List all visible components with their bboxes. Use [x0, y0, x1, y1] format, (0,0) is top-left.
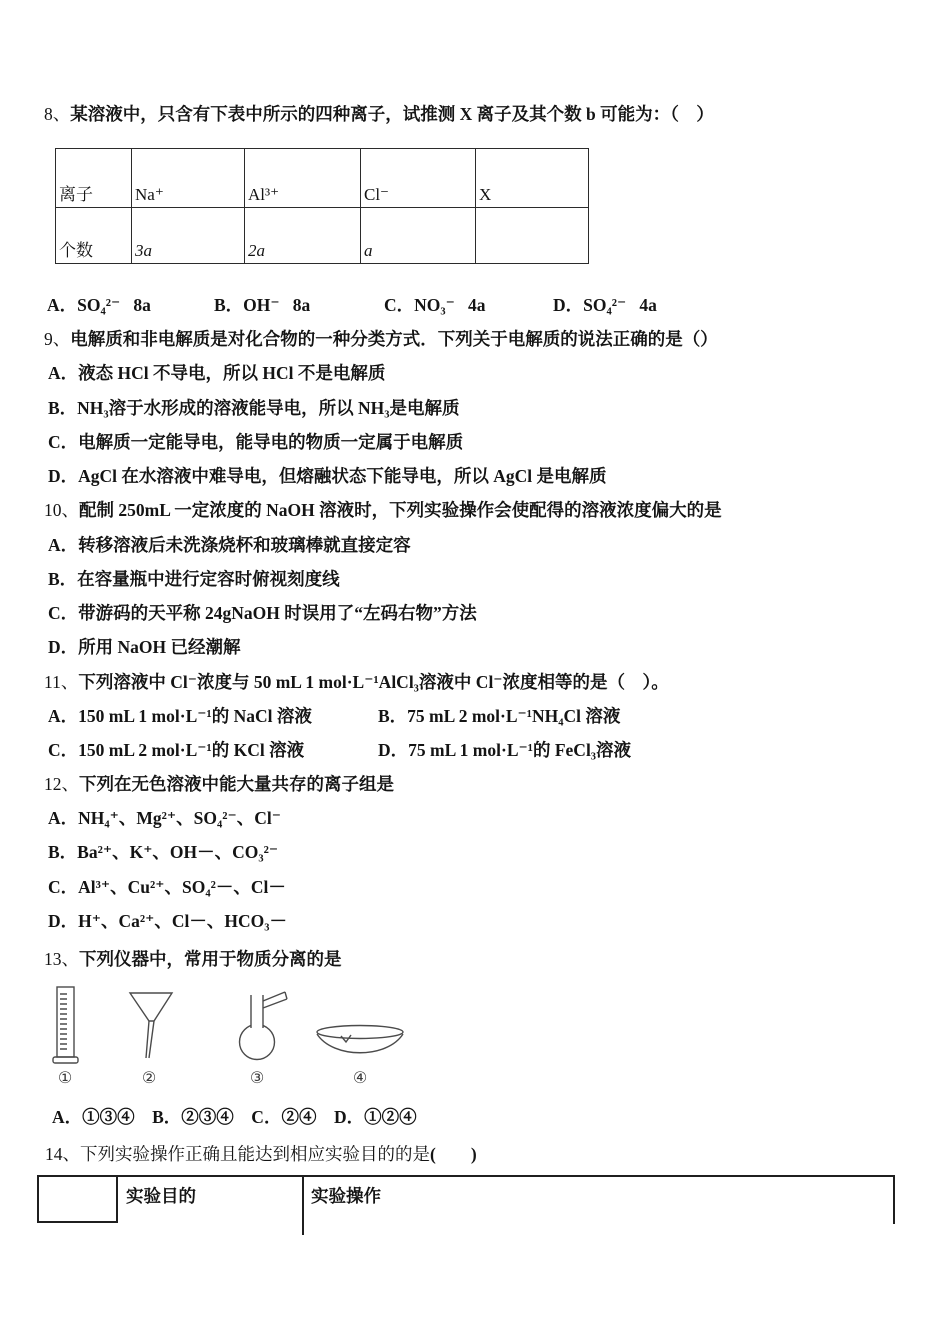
table-cell: 个数 — [56, 208, 132, 264]
q14-table-top-border — [37, 1175, 895, 1177]
q12-stem — [44, 774, 394, 795]
table-cell — [476, 208, 589, 264]
q8-number: 8、 — [44, 104, 71, 124]
q9-stem — [44, 329, 718, 350]
table-cell: Cl⁻ — [361, 149, 476, 208]
q8-option-a: A．SO₄²⁻ 8a — [47, 295, 151, 315]
q14-stem-text: 下列实验操作正确且能达到相应实验目的的是 — [80, 1144, 430, 1164]
q12-option-a: A．NH₄⁺、Mg²⁺、SO₄²⁻、Cl⁻ — [48, 808, 281, 828]
q13-stem-text: 下列仪器中，常用于物质分离的是 — [79, 949, 342, 969]
q11-option-b: B．75 mL 2 mol·L⁻¹NH₄Cl 溶液 — [378, 706, 621, 726]
q10-option-c: C．带游码的天平称 24gNaOH 时误用了“左码右物”方法 — [48, 603, 477, 623]
q12-stem-text: 下列在无色溶液中能大量共存的离子组是 — [79, 774, 394, 794]
distilling-flask-icon — [240, 992, 288, 1087]
q14-table-divider-1 — [116, 1175, 118, 1223]
figure-3-label: ③ — [249, 1068, 265, 1087]
table-cell: X — [476, 149, 589, 208]
q9-option-a: A．液态 HCl 不导电，所以 HCl 不是电解质 — [48, 363, 386, 383]
q13-figures — [45, 980, 425, 1090]
q12-option-b: B．Ba²⁺、K⁺、OH－、CO₃²⁻ — [48, 842, 279, 862]
q12-option-c: C．Al³⁺、Cu²⁺、SO₄²－、Cl－ — [48, 877, 286, 897]
q10-option-a: A．转移溶液后未洗涤烧杯和玻璃棒就直接定容 — [48, 535, 411, 555]
q12-number: 12、 — [44, 774, 79, 794]
figure-2-label: ② — [141, 1068, 157, 1087]
q14-number: 14、 — [45, 1144, 80, 1164]
q8-ion-table — [55, 148, 589, 264]
q10-number: 10、 — [44, 500, 79, 520]
table-cell: 3a — [132, 208, 245, 264]
q13-options: A．①③④ B．②③④ C．②④ D．①②④ — [52, 1107, 417, 1127]
table-cell: Al³⁺ — [245, 149, 361, 208]
q14-header-operation: 实验操作 — [311, 1186, 381, 1206]
q10-option-b: B．在容量瓶中进行定容时俯视刻度线 — [48, 569, 340, 589]
q11-option-c: C．150 mL 2 mol·L⁻¹的 KCl 溶液 — [48, 740, 305, 760]
q9-option-c: C．电解质一定能导电，能导电的物质一定属于电解质 — [48, 432, 464, 452]
q10-stem — [44, 500, 722, 521]
q13-number: 13、 — [44, 949, 79, 969]
q14-table-right-border — [893, 1175, 895, 1224]
evaporating-dish-icon — [317, 1026, 403, 1088]
q8-stem-text: 某溶液中，只含有下表中所示的四种离子，试推测 X 离子及其个数 b 可能为：（ ） — [70, 104, 714, 124]
q13-stem — [44, 949, 342, 970]
figure-1-label: ① — [57, 1068, 73, 1087]
q10-stem-text: 配制 250mL 一定浓度的 NaOH 溶液时，下列实验操作会使配得的溶液浓度偏大的是 — [79, 500, 722, 520]
q10-option-d: D．所用 NaOH 已经潮解 — [48, 637, 241, 657]
q11-stem — [44, 672, 669, 693]
q9-number: 9、 — [44, 329, 71, 349]
q12-option-d: D．H⁺、Ca²⁺、Cl－、HCO₃－ — [48, 911, 287, 931]
table-cell: 2a — [245, 208, 361, 264]
q14-header-purpose: 实验目的 — [126, 1186, 196, 1206]
q9-option-b: B．NH₃溶于水形成的溶液能导电，所以 NH₃是电解质 — [48, 398, 460, 418]
q14-table-divider-2 — [302, 1175, 304, 1235]
q14-paren: ( ) — [430, 1144, 477, 1164]
q8-stem — [44, 104, 714, 125]
q14-stem — [45, 1144, 477, 1165]
q14-corner-cell-bottom-border — [37, 1221, 118, 1223]
table-cell: Na⁺ — [132, 149, 245, 208]
q11-option-a: A．150 mL 1 mol·L⁻¹的 NaCl 溶液 — [48, 706, 312, 726]
q8-option-d: D．SO₄²⁻ 4a — [553, 295, 657, 315]
q11-stem-text: 下列溶液中 Cl⁻浓度与 50 mL 1 mol·L⁻¹AlCl₃溶液中 Cl⁻浓度相等的是（ ）。 — [78, 672, 669, 692]
q11-number: 11、 — [44, 672, 79, 692]
q9-option-d: D．AgCl 在水溶液中难导电，但熔融状态下能导电，所以 AgCl 是电解质 — [48, 466, 607, 486]
q8-option-b: B．OH⁻ 8a — [214, 295, 311, 315]
table-cell: a — [361, 208, 476, 264]
q9-stem-text: 电解质和非电解质是对化合物的一种分类方式．下列关于电解质的说法正确的是（） — [70, 329, 718, 349]
table-cell: 离子 — [56, 149, 132, 208]
graduated-cylinder-icon — [53, 987, 78, 1087]
figure-4-label: ④ — [352, 1068, 368, 1087]
funnel-icon — [130, 993, 172, 1087]
q11-option-d: D．75 mL 1 mol·L⁻¹的 FeCl₃溶液 — [378, 740, 632, 760]
q8-option-c: C．NO₃⁻ 4a — [384, 295, 486, 315]
q14-table-left-border — [37, 1175, 39, 1223]
